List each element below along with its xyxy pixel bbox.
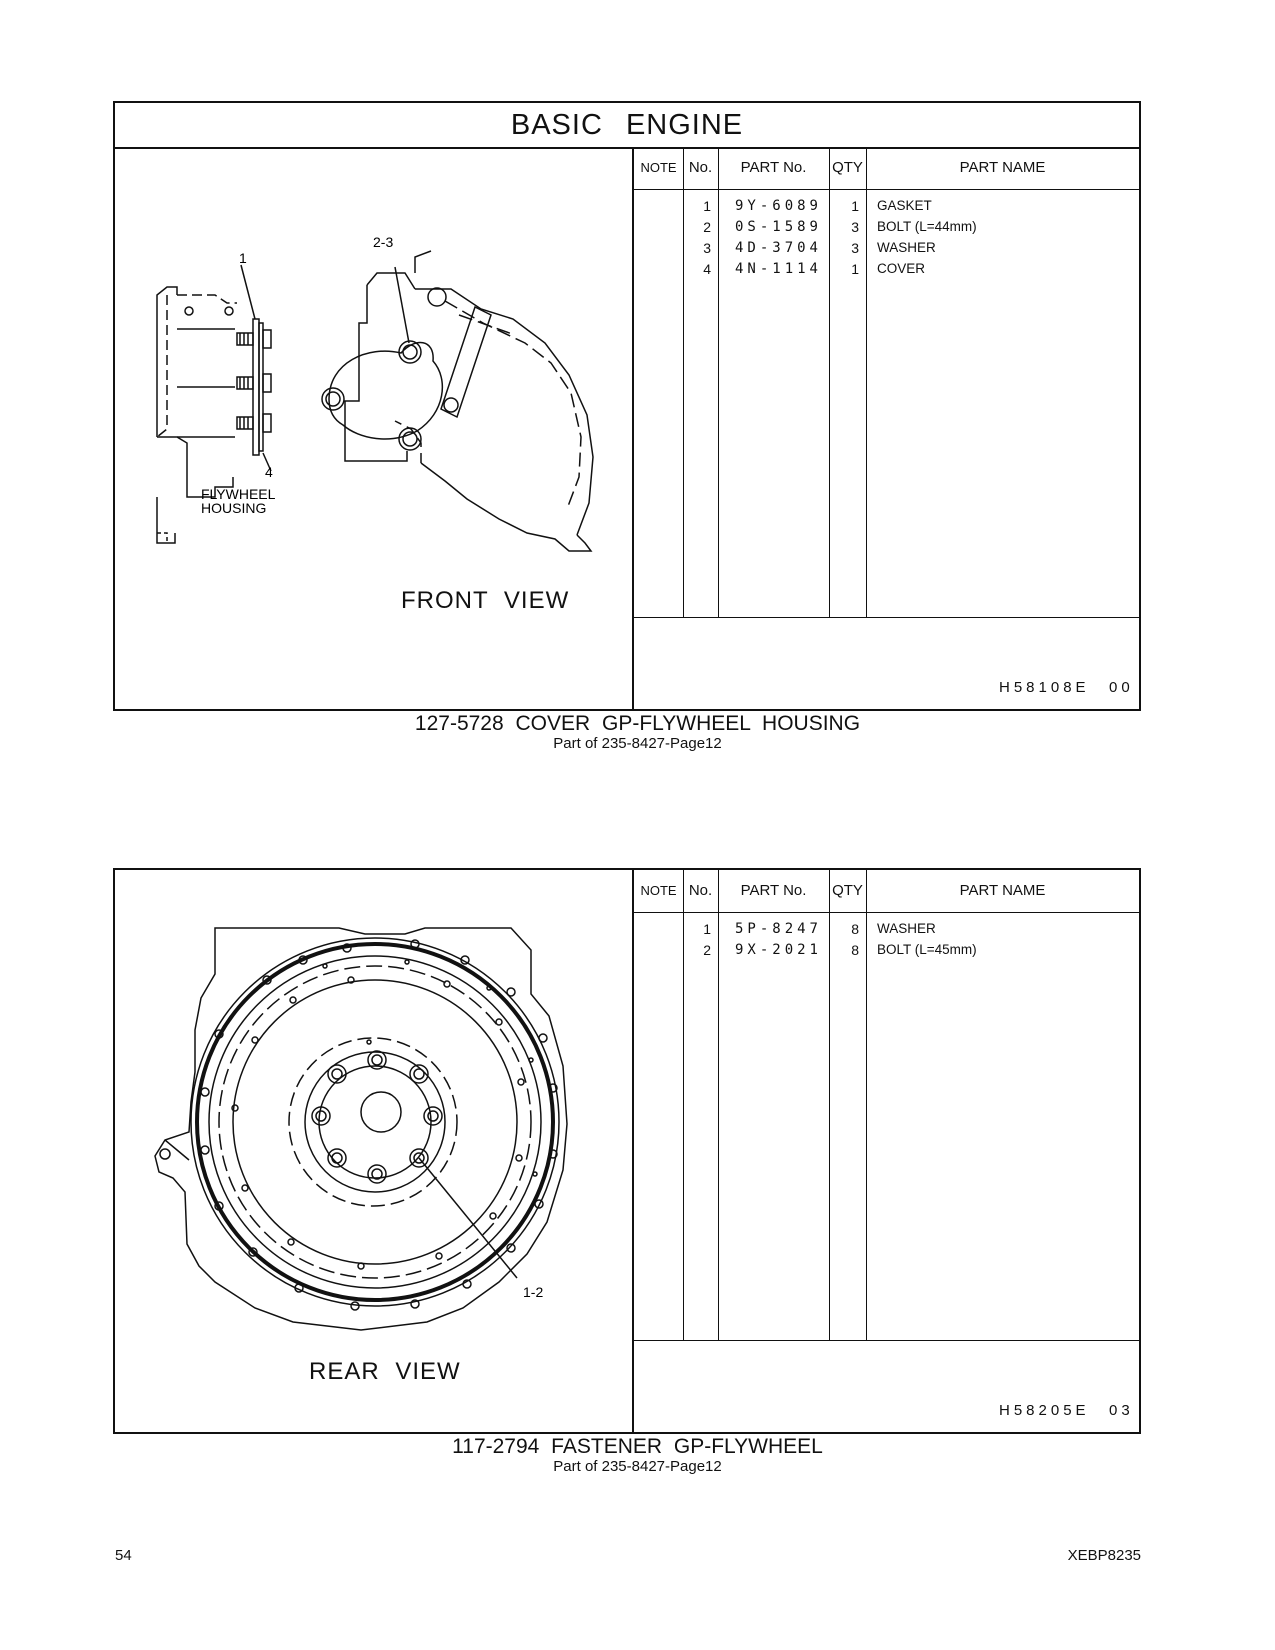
group1-caption-subtitle: Part of 235-8427-Page12 <box>553 735 722 752</box>
document-id: XEBP8235 <box>1067 1547 1141 1564</box>
front-view-illustration <box>115 147 634 709</box>
table-row <box>634 918 1139 940</box>
row-no: 3 <box>703 240 711 256</box>
group1-caption-title: 127-5728 COVER GP-FLYWHEEL HOUSING <box>414 712 861 735</box>
row-part-no: 4D-3704 <box>734 240 822 256</box>
table-row <box>634 216 1139 238</box>
rear-view-label: REAR VIEW <box>309 1358 461 1385</box>
row-part-name: GASKET <box>877 198 932 213</box>
row-part-no: 0S-1589 <box>734 219 822 235</box>
front-view-drawing <box>115 147 632 709</box>
callout-1: 1 <box>239 250 247 266</box>
parts-table-1 <box>634 147 1139 709</box>
group2-caption-title: 117-2794 FASTENER GP-FLYWHEEL <box>452 1435 823 1458</box>
col-header-qty: QTY <box>832 882 863 899</box>
callout-1-2: 1-2 <box>523 1284 544 1300</box>
page-number: 54 <box>115 1547 132 1564</box>
section-title: BASIC ENGINE <box>115 103 1139 149</box>
row-part-name: BOLT (L=44mm) <box>877 219 977 234</box>
row-part-no: 9Y-6089 <box>734 198 822 214</box>
row-qty: 1 <box>851 198 859 214</box>
parts-table-2 <box>634 870 1139 1432</box>
row-no: 2 <box>703 942 711 958</box>
callout-4: 4 <box>265 464 273 480</box>
row-no: 1 <box>703 198 711 214</box>
col-header-part-name: PART NAME <box>959 159 1046 176</box>
col-header-qty: QTY <box>832 159 863 176</box>
parts-group-panel-2 <box>113 868 1141 1434</box>
table-row <box>634 258 1139 280</box>
row-part-name: WASHER <box>877 240 936 255</box>
row-part-name: COVER <box>877 261 926 276</box>
row-qty: 3 <box>851 240 859 256</box>
group2-caption-subtitle: Part of 235-8427-Page12 <box>553 1458 722 1475</box>
row-qty: 8 <box>851 942 859 958</box>
col-header-part-no: PART No. <box>740 882 807 899</box>
row-part-no: 5P-8247 <box>734 921 822 937</box>
row-part-no: 9X-2021 <box>734 942 822 958</box>
plate-id: H58108E <box>999 679 1090 696</box>
col-header-note: NOTE <box>640 160 677 175</box>
table-row <box>634 195 1139 217</box>
callout-2-3: 2-3 <box>373 234 394 250</box>
rear-view-illustration <box>115 870 634 1432</box>
plate-id: H58205E <box>999 1402 1090 1419</box>
flywheel-housing-label-line1: FLYWHEEL <box>201 486 276 502</box>
plate-revision: 03 <box>1109 1402 1134 1419</box>
col-header-no: No. <box>688 159 713 176</box>
table-row <box>634 237 1139 259</box>
row-qty: 3 <box>851 219 859 235</box>
col-header-part-no: PART No. <box>740 159 807 176</box>
row-no: 4 <box>703 261 711 277</box>
row-qty: 1 <box>851 261 859 277</box>
plate-revision: 00 <box>1109 679 1134 696</box>
row-qty: 8 <box>851 921 859 937</box>
front-view-label: FRONT VIEW <box>401 587 570 614</box>
col-header-no: No. <box>688 882 713 899</box>
row-no: 2 <box>703 219 711 235</box>
col-header-part-name: PART NAME <box>959 882 1046 899</box>
table-row <box>634 939 1139 961</box>
rear-view-drawing <box>115 870 632 1432</box>
row-part-no: 4N-1114 <box>734 261 822 277</box>
flywheel-housing-label-line2: HOUSING <box>201 500 267 516</box>
parts-group-panel-1 <box>113 101 1141 711</box>
row-part-name: WASHER <box>877 921 936 936</box>
col-header-note: NOTE <box>640 883 677 898</box>
row-no: 1 <box>703 921 711 937</box>
row-part-name: BOLT (L=45mm) <box>877 942 977 957</box>
